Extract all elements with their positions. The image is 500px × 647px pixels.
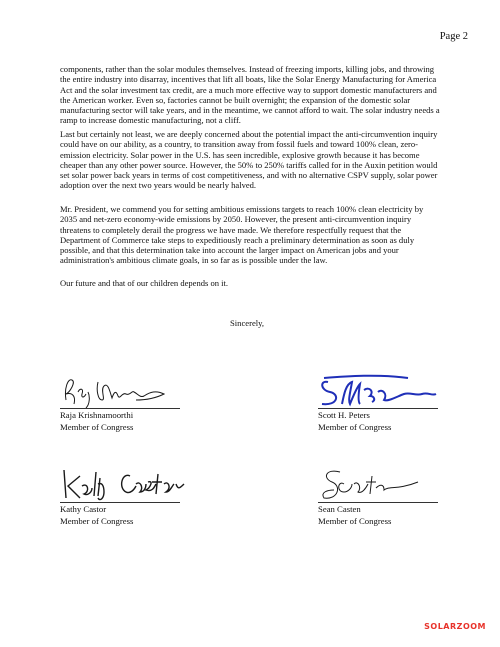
signer-name: Raja Krishnamoorthi (60, 410, 134, 420)
signer-name: Sean Casten (318, 504, 361, 514)
body-paragraph-3: Mr. President, we commend you for setting ambitious emissions targets to reach 100% clean electricity by 2035 and net-zero economy-wide emissions by 2050. However, the present anti-circumvention inquiry threatens to completely derail the progress we have made. We therefore respectfully request that the Department of Commerce take steps to expeditiously reach a preliminary determination as soon as duly possible, and that this determination take into account the larger impact on American jobs and your administration's ambitious climate goals, in so far as is possible under the law. (60, 204, 424, 266)
handwritten-signature (318, 370, 438, 410)
signer-title: Member of Congress (318, 516, 392, 526)
signer-name: Kathy Castor (60, 504, 107, 514)
closing-salutation: Sincerely, (230, 318, 265, 328)
signer-title: Member of Congress (318, 422, 392, 432)
handwritten-signature (60, 370, 180, 410)
brand-watermark-logo: SOLARZOOM (424, 622, 486, 631)
body-paragraph-1: components, rather than the solar modules themselves. Instead of freezing imports, killing jobs, and throwing the entire industry into disarray, incentives that lift all boats, like the Solar Energy Manufacturing for America Act and the solar investment tax credit, are a much more effective way to support domestic manufacturers and the American worker. Even so, factories cannot be built overnight; the expansion of the domestic solar manufacturing sector will take years, and in the meantime, we cannot afford to wait. The solar industry needs a ramp to increase domestic manufacturing, not a cliff. (60, 64, 440, 126)
signer-title: Member of Congress (60, 422, 134, 432)
handwritten-signature (318, 462, 438, 504)
body-paragraph-4: Our future and that of our children depends on it. (60, 278, 229, 288)
signer-name: Scott H. Peters (318, 410, 370, 420)
page-number: Page 2 (439, 31, 468, 42)
body-paragraph-2: Last but certainly not least, we are deeply concerned about the potential impact the anti-circumvention inquiry could have on our ability, as a country, to transition away from fossil fuels and toward 100% clean, zero-emission electricity. Solar power in the U.S. has seen incredible, explosive growth because it has become cheaper than any other power source. However, the 50% to 250% tariffs called for in the Auxin petition would set solar power back years in terms of cost competitiveness, and with no alternative CSPV supply, solar power adoption over the next two years would be nearly halved. (60, 129, 438, 191)
handwritten-signature (60, 462, 190, 502)
signer-title: Member of Congress (60, 516, 134, 526)
